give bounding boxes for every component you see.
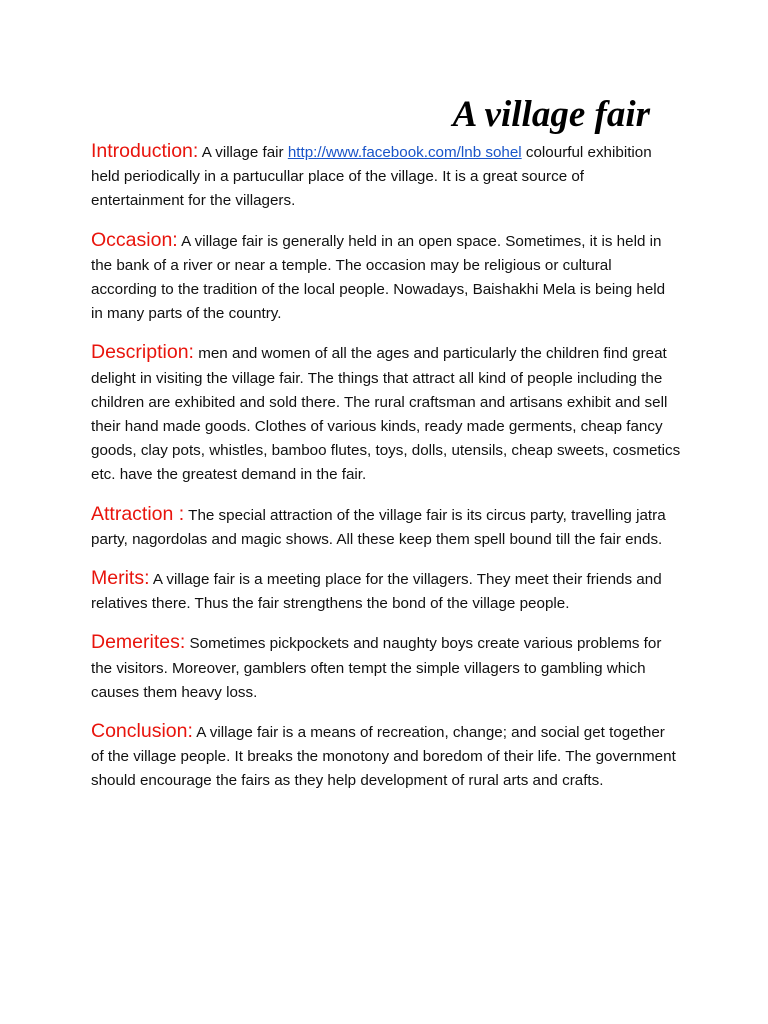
heading-introduction: Introduction: bbox=[91, 140, 199, 162]
page-title: A village fair bbox=[452, 94, 650, 135]
introduction-text-start: A village fair bbox=[198, 144, 288, 161]
conclusion-text: A village fair is a means of recreation, change; and social get together of the village people. It breaks the monotony and boredom of their life. The government should encourage the fairs as they help development of rural arts and crafts. bbox=[91, 724, 676, 790]
paragraph-description bbox=[91, 340, 681, 487]
paragraph-demerites bbox=[91, 630, 681, 705]
facebook-link[interactable]: http://www.facebook.com/lnb sohel bbox=[287, 144, 522, 161]
paragraph-introduction bbox=[91, 139, 681, 214]
introduction-text-end: colourful exhibition held periodically in a partucullar place of the village. It is a great source of entertainment for the villagers. bbox=[91, 144, 652, 210]
essay-body bbox=[91, 139, 681, 808]
paragraph-occasion bbox=[91, 228, 681, 327]
paragraph-attraction bbox=[91, 502, 681, 552]
heading-attraction: Attraction : bbox=[91, 502, 185, 525]
heading-demerites: Demerites: bbox=[91, 631, 186, 654]
description-text: men and women of all the ages and particularly the children find great delight in visiting the village fair. The things that attract all kind of people including the children are exhibited and sold there. The rural craftsman and artisans exhibit and sell their hand made goods. Clothes of various kinds, ready made germents, cheap fancy goods, clay pots, whistles, bamboo flutes, toys, dolls, utensils, cheap sweets, cosmetics etc. have the greatest demand in the fair. bbox=[91, 345, 681, 484]
demerites-text: Sometimes pickpockets and naughty boys create various problems for the visitors. Moreover, gamblers often tempt the simple villagers to gambling which causes them heavy loss. bbox=[91, 635, 662, 701]
merits-text: A village fair is a meeting place for the villagers. They meet their friends and relatives there. Thus the fair strengthens the bond of the village people. bbox=[91, 571, 662, 613]
paragraph-conclusion bbox=[91, 719, 681, 794]
heading-description: Description: bbox=[91, 341, 194, 364]
heading-merits: Merits: bbox=[91, 567, 150, 590]
attraction-text: The special attraction of the village fair is its circus party, travelling jatra party, nagordolas and magic shows. All these keep them spell bound till the fair ends. bbox=[91, 506, 666, 548]
heading-conclusion: Conclusion: bbox=[91, 720, 193, 743]
paragraph-merits bbox=[91, 566, 681, 616]
occasion-text: A village fair is generally held in an open space. Sometimes, it is held in the bank of a river or near a temple. The occasion may be religious or cultural according to the tradition of the local people. Nowadays, Baishakhi Mela is being held in many parts of the country. bbox=[91, 232, 666, 323]
heading-occasion: Occasion: bbox=[91, 228, 178, 251]
